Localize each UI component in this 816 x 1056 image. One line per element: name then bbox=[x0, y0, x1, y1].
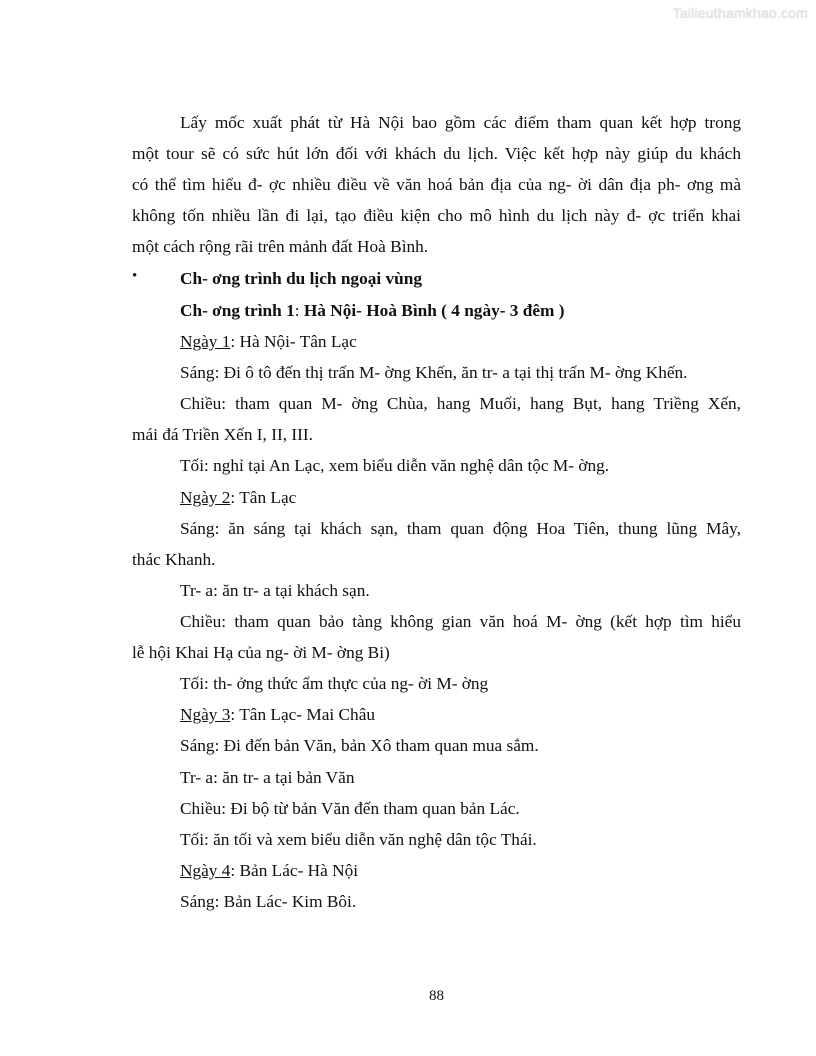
day-route: : Tân Lạc- Mai Châu bbox=[230, 705, 376, 724]
day-route: : Tân Lạc bbox=[230, 488, 297, 507]
page-number: 88 bbox=[429, 988, 444, 1004]
bullet-icon: • bbox=[132, 268, 138, 284]
itinerary-line: Tối: ăn tối và xem biểu diễn văn nghệ dân tộc Thái. bbox=[180, 830, 537, 849]
itinerary-line: lễ hội Khai Hạ của ng- ời M- ờng Bi) bbox=[132, 643, 390, 662]
itinerary-line: thác Khanh. bbox=[132, 550, 216, 569]
itinerary-line: Tối: th- ởng thức ẩm thực của ng- ời M- ờng bbox=[180, 674, 489, 693]
itinerary-line: Sáng: Bản Lác- Kim Bôi. bbox=[180, 892, 357, 911]
day-heading bbox=[180, 330, 357, 354]
program-name: Hà Nội- Hoà Bình ( 4 ngày- 3 đêm ) bbox=[303, 301, 565, 320]
day-heading bbox=[180, 486, 296, 510]
itinerary-line: Chiều: Đi bộ từ bản Văn đến tham quan bản Lác. bbox=[180, 799, 520, 818]
intro-line: một tour sẽ có sức hút lớn đối với khách du lịch. Việc kết hợp này giúp du khách bbox=[132, 144, 741, 163]
day-label: Ngày 1 bbox=[180, 332, 231, 351]
intro-line: một cách rộng rãi trên mảnh đất Hoà Bình. bbox=[132, 237, 429, 256]
itinerary-line: Tr- a: ăn tr- a tại bản Văn bbox=[180, 768, 355, 787]
program-title bbox=[180, 299, 565, 323]
day-label: Ngày 2 bbox=[180, 488, 231, 507]
itinerary-line: Sáng: Đi đến bản Văn, bản Xô tham quan mua sắm. bbox=[180, 736, 539, 755]
day-heading bbox=[180, 703, 375, 727]
intro-line: Lấy mốc xuất phát từ Hà Nội bao gồm các điểm tham quan kết hợp trong bbox=[180, 113, 741, 132]
program-sep: : bbox=[294, 301, 304, 320]
itinerary-line: Sáng: Đi ô tô đến thị trấn M- ờng Khến, ăn tr- a tại thị trấn M- ờng Khến. bbox=[180, 363, 688, 382]
intro-line: có thể tìm hiểu đ- ợc nhiều điều về văn hoá bản địa của ng- ời dân địa ph- ơng mà bbox=[132, 175, 741, 194]
itinerary-line: mái đá Triền Xến I, II, III. bbox=[132, 425, 313, 444]
itinerary-line: Chiều: tham quan bảo tàng không gian văn hoá M- ờng (kết hợp tìm hiểu bbox=[180, 612, 741, 631]
day-label: Ngày 4 bbox=[180, 861, 231, 880]
intro-line: không tốn nhiều lần đi lại, tạo điều kiện cho mô hình du lịch này đ- ợc triển khai bbox=[132, 206, 741, 225]
day-route: : Hà Nội- Tân Lạc bbox=[230, 332, 357, 351]
day-label: Ngày 3 bbox=[180, 705, 231, 724]
section-heading: Ch- ơng trình du lịch ngoại vùng bbox=[180, 269, 422, 288]
watermark: Tailieuthamkhao.com bbox=[672, 5, 808, 21]
program-label: Ch- ơng trình 1 bbox=[180, 301, 295, 320]
itinerary-line: Tr- a: ăn tr- a tại khách sạn. bbox=[180, 581, 370, 600]
day-route: : Bản Lác- Hà Nội bbox=[230, 861, 359, 880]
itinerary-line: Chiều: tham quan M- ờng Chùa, hang Muối, hang Bụt, hang Triềng Xến, bbox=[180, 394, 741, 413]
itinerary-line: Sáng: ăn sáng tại khách sạn, tham quan động Hoa Tiên, thung lũng Mây, bbox=[180, 519, 741, 538]
day-heading bbox=[180, 859, 358, 883]
itinerary-line: Tối: nghỉ tại An Lạc, xem biểu diễn văn nghệ dân tộc M- ờng. bbox=[180, 456, 610, 475]
